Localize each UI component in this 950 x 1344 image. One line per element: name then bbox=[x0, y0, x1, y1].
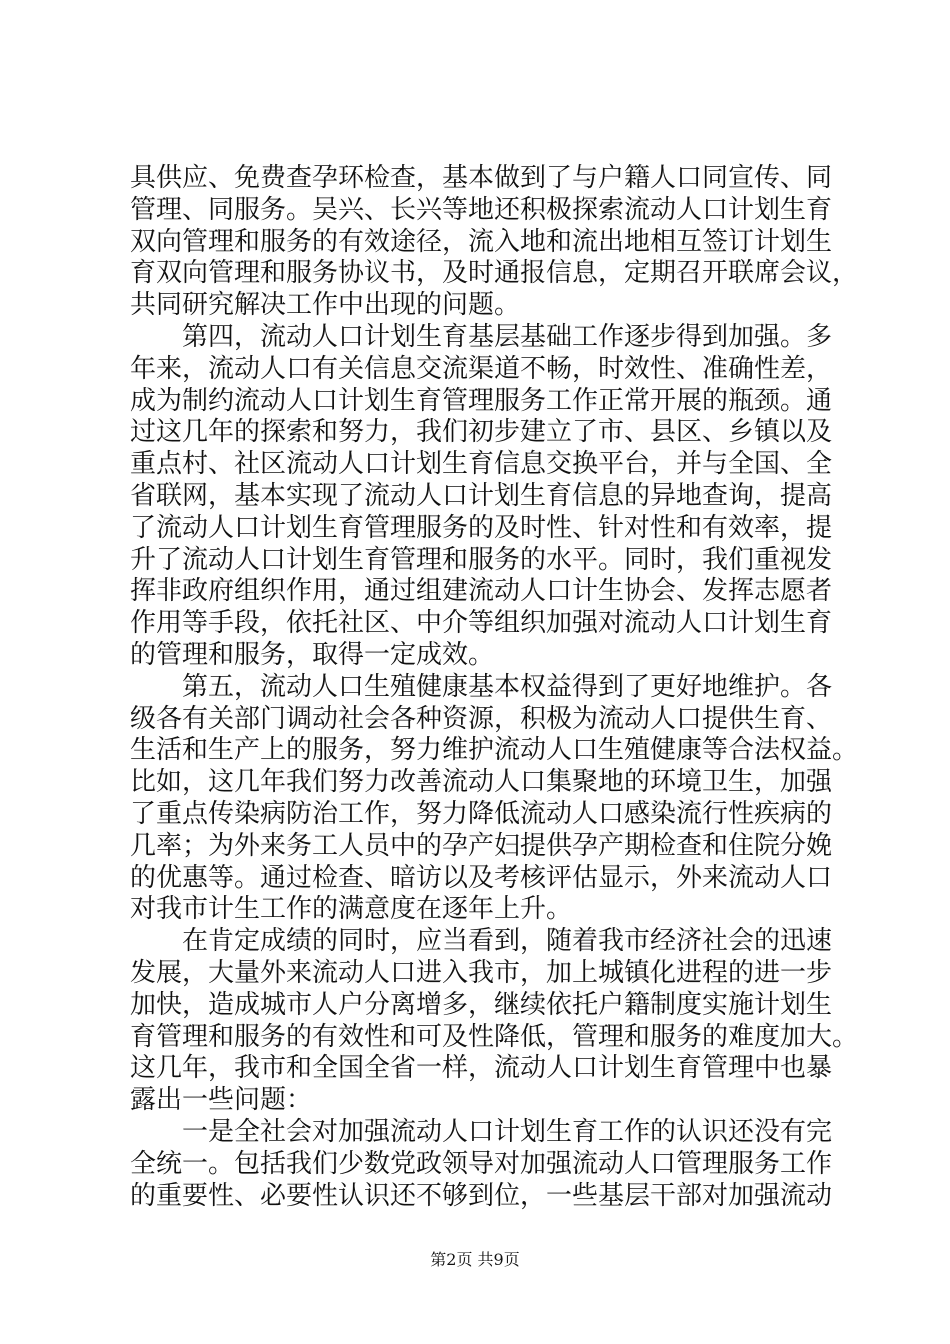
text-line: 全统一。包括我们少数党政领导对加强流动人口管理服务工作 bbox=[130, 1148, 833, 1179]
text-line: 育管理和服务的有效性和可及性降低，管理和服务的难度加大。 bbox=[130, 1021, 859, 1052]
text-line: 重点村、社区流动人口计划生育信息交换平台，并与全国、全 bbox=[130, 449, 833, 480]
text-line: 升了流动人口计划生育管理和服务的水平。同时，我们重视发 bbox=[130, 544, 833, 575]
text-line: 管理、同服务。吴兴、长兴等地还积极探索流动人口计划生育 bbox=[130, 194, 833, 225]
text-line: 这几年，我市和全国全省一样，流动人口计划生育管理中也暴 bbox=[130, 1053, 833, 1084]
text-line: 的优惠等。通过检查、暗访以及考核评估显示，外来流动人口 bbox=[130, 862, 833, 893]
text-line: 露出一些问题： bbox=[130, 1085, 313, 1116]
page-footer: 第2页 共9页 bbox=[430, 1250, 520, 1269]
text-line: 加快，造成城市人户分离增多，继续依托户籍制度实施计划生 bbox=[130, 989, 833, 1020]
text-line: 的管理和服务，取得一定成效。 bbox=[130, 639, 495, 670]
text-line: 发展，大量外来流动人口进入我市，加上城镇化进程的进一步 bbox=[130, 957, 833, 988]
text-line: 了重点传染病防治工作，努力降低流动人口感染流行性疾病的 bbox=[130, 798, 833, 829]
text-line: 的重要性、必要性认识还不够到位，一些基层干部对加强流动 bbox=[130, 1180, 833, 1211]
text-line: 对我市计生工作的满意度在逐年上升。 bbox=[130, 894, 573, 925]
text-line: 挥非政府组织作用，通过组建流动人口计生协会、发挥志愿者 bbox=[130, 576, 833, 607]
text-line: 在肯定成绩的同时，应当看到，随着我市经济社会的迅速 bbox=[182, 926, 833, 957]
text-line: 省联网，基本实现了流动人口计划生育信息的异地查询，提高 bbox=[130, 480, 833, 511]
text-line: 了流动人口计划生育管理服务的及时性、针对性和有效率，提 bbox=[130, 512, 833, 543]
text-line: 比如，这几年我们努力改善流动人口集聚地的环境卫生，加强 bbox=[130, 767, 833, 798]
text-line: 一是全社会对加强流动人口计划生育工作的认识还没有完 bbox=[182, 1116, 833, 1147]
text-line: 年来，流动人口有关信息交流渠道不畅，时效性、准确性差， bbox=[130, 353, 833, 384]
text-line: 几率；为外来务工人员中的孕产妇提供孕产期检查和住院分娩 bbox=[130, 830, 833, 861]
text-line: 双向管理和服务的有效途径，流入地和流出地相互签订计划生 bbox=[130, 226, 833, 257]
text-line: 第五，流动人口生殖健康基本权益得到了更好地维护。各 bbox=[182, 671, 833, 702]
text-line: 育双向管理和服务协议书，及时通报信息，定期召开联席会议， bbox=[130, 258, 859, 289]
text-line: 作用等手段，依托社区、中介等组织加强对流动人口计划生育 bbox=[130, 608, 833, 639]
document-body bbox=[130, 163, 859, 1212]
text-line: 成为制约流动人口计划生育管理服务工作正常开展的瓶颈。通 bbox=[130, 385, 833, 416]
text-line: 级各有关部门调动社会各种资源，积极为流动人口提供生育、 bbox=[130, 703, 833, 734]
text-line: 共同研究解决工作中出现的问题。 bbox=[130, 290, 521, 321]
text-line: 过这几年的探索和努力，我们初步建立了市、县区、乡镇以及 bbox=[130, 417, 833, 448]
text-line: 具供应、免费查孕环检查，基本做到了与户籍人口同宣传、同 bbox=[130, 163, 833, 193]
text-line: 生活和生产上的服务，努力维护流动人口生殖健康等合法权益。 bbox=[130, 735, 859, 766]
text-line: 第四，流动人口计划生育基层基础工作逐步得到加强。多 bbox=[182, 321, 833, 352]
